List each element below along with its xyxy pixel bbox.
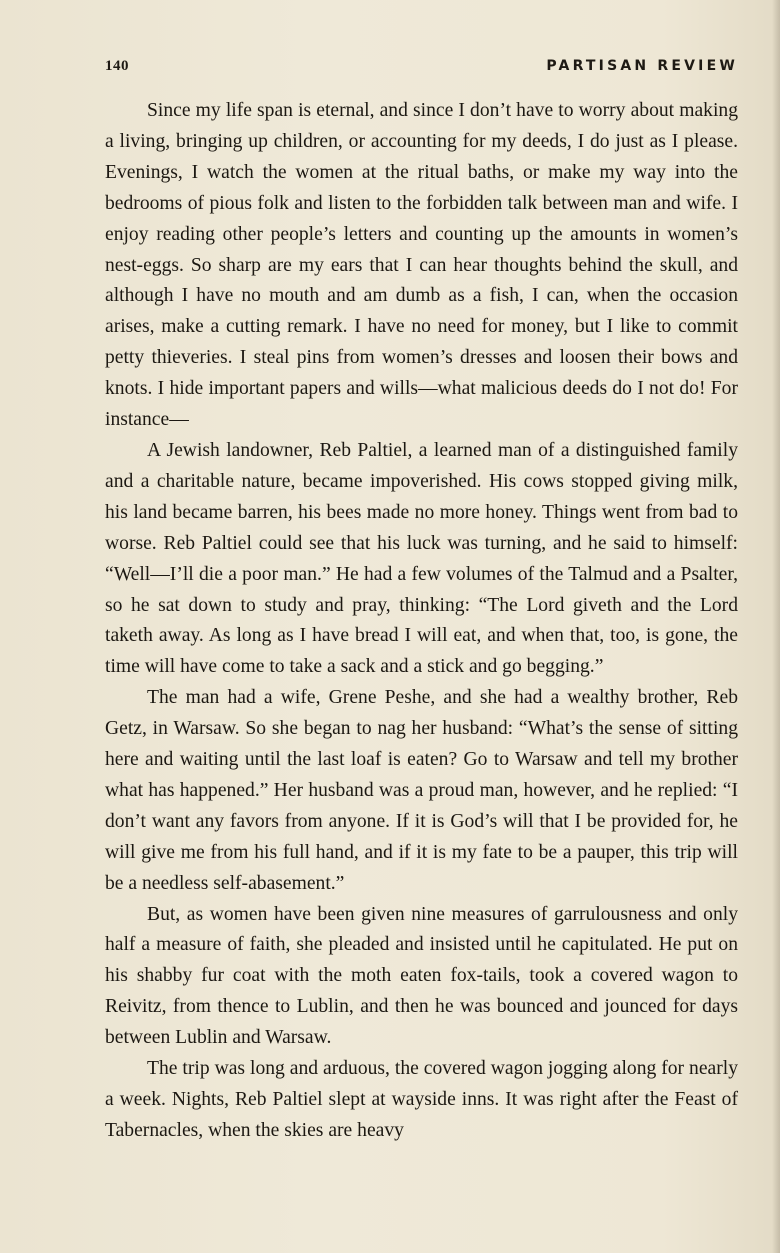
- paragraph: But, as women have been given nine measures of garrulousness and only half a measure of faith, she pleaded and insisted until he capitulated. He put on his shabby fur coat with the moth eaten fox-tails, took a covered wagon to Reivitz, from thence to Lublin, and then he was bounced and jounced for days between Lublin and Warsaw.: [105, 903, 738, 1049]
- body-text: [105, 96, 738, 1147]
- page-number: 140: [105, 58, 129, 74]
- paragraph: The trip was long and arduous, the covered wagon jogging along for nearly a week. Nights, Reb Paltiel slept at wayside inns. It was right after the Feast of Tabernacles, when the skies are heavy: [105, 1058, 738, 1141]
- page-edge-shadow: [772, 0, 780, 1253]
- paragraph: The man had a wife, Grene Peshe, and she had a wealthy brother, Reb Getz, in Warsaw. So she began to nag her husband: “What’s the sense of sitting here and waiting until the last loaf is eaten? Go to Warsaw and tell my brother what has happened.” Her husband was a proud man, however, and he replied: “I don’t want any favors from anyone. If it is God’s will that I be provided for, he will give me from his full hand, and if it is my fate to be a pauper, this trip will be a needless self-abasement.”: [105, 687, 738, 894]
- running-head: PARTISAN REVIEW: [546, 58, 738, 74]
- paragraph: A Jewish landowner, Reb Paltiel, a learned man of a distinguished family and a charitable nature, became impoverished. His cows stopped giving milk, his land became barren, his bees made no more honey. Things went from bad to worse. Reb Paltiel could see that his luck was turning, and he said to himself: “Well—I’ll die a poor man.” He had a few volumes of the Talmud and a Psalter, so he sat down to study and pray, thinking: “The Lord giveth and the Lord taketh away. As long as I have bread I will eat, and when that, too, is gone, the time will have come to take a sack and a stick and go begging.”: [105, 439, 738, 678]
- page-header: [105, 58, 738, 80]
- paragraph: Since my life span is eternal, and since I don’t have to worry about making a living, bringing up children, or accounting for my deeds, I do just as I please. Evenings, I watch the women at the ritual baths, or make my way into the bedrooms of pious folk and listen to the forbidden talk between man and wife. I enjoy reading other people’s letters and counting up the amounts in women’s nest-eggs. So sharp are my ears that I can hear thoughts behind the skull, and although I have no mouth and am dumb as a fish, I can, when the occasion arises, make a cutting remark. I have no need for money, but I like to commit petty thieveries. I steal pins from women’s dresses and loosen their bows and knots. I hide important papers and wills—what malicious deeds do I not do! For instance—: [105, 100, 738, 431]
